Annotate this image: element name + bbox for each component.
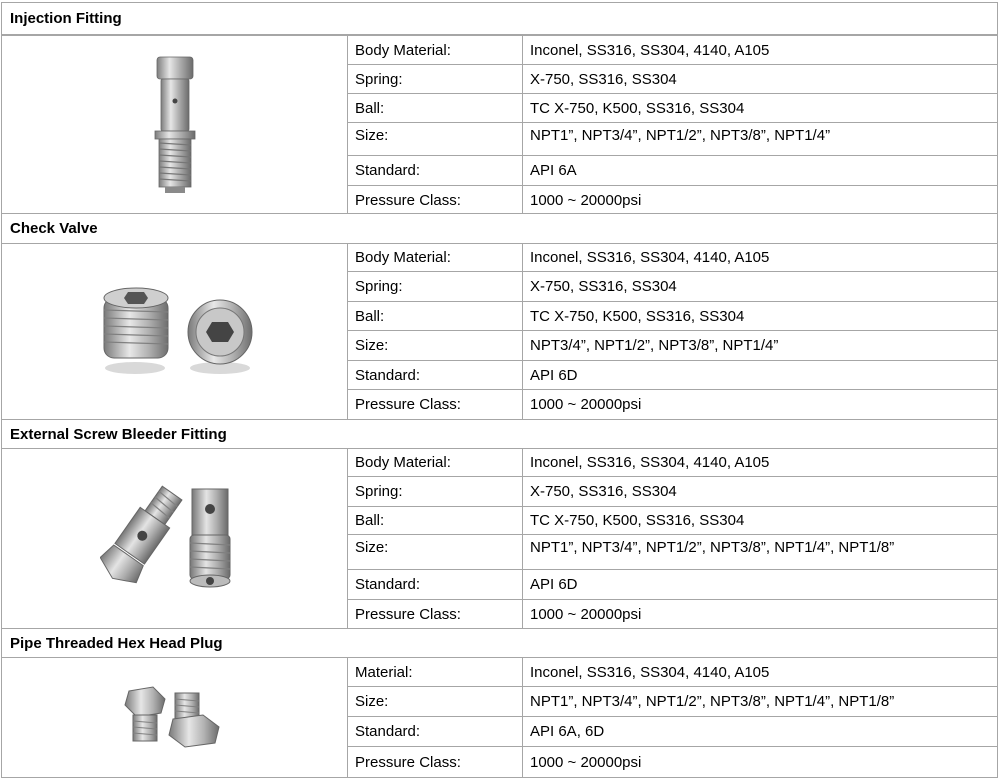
spec-label: Standard:: [348, 360, 523, 390]
spec-value: API 6A: [523, 155, 998, 186]
spec-label: Size:: [348, 534, 523, 570]
spec-label: Body Material:: [348, 35, 523, 65]
spec-value: Inconel, SS316, SS304, 4140, A105: [523, 657, 998, 687]
spec-label: Body Material:: [348, 448, 523, 477]
spec-label: Spring:: [348, 476, 523, 507]
check-valve-icon: [90, 282, 260, 382]
spec-row: [348, 155, 998, 186]
product-title-check-valve: Check Valve: [1, 213, 998, 244]
spec-row: [348, 64, 998, 94]
spec-label: Pressure Class:: [348, 389, 523, 420]
spec-row: [348, 301, 998, 331]
spec-row: [348, 122, 998, 156]
spec-value: NPT1”, NPT3/4”, NPT1/2”, NPT3/8”, NPT1/4”, NPT1/8”: [523, 686, 998, 717]
spec-value: X-750, SS316, SS304: [523, 476, 998, 507]
spec-label: Ball:: [348, 506, 523, 535]
spec-value: API 6D: [523, 569, 998, 600]
injection-fitting-icon: [145, 55, 205, 195]
spec-label: Ball:: [348, 301, 523, 331]
spec-value: 1000 ~ 20000psi: [523, 389, 998, 420]
spec-value: X-750, SS316, SS304: [523, 64, 998, 94]
spec-row: [348, 599, 998, 630]
spec-label: Size:: [348, 686, 523, 717]
product-title-hex-head-plug: Pipe Threaded Hex Head Plug: [1, 628, 998, 658]
spec-label: Body Material:: [348, 243, 523, 272]
spec-value: Inconel, SS316, SS304, 4140, A105: [523, 243, 998, 272]
spec-row: [348, 476, 998, 507]
spec-row: [348, 716, 998, 747]
product-image-hex-head-plug: [1, 657, 348, 778]
product-image-injection-fitting: [1, 35, 348, 215]
spec-value: TC X-750, K500, SS316, SS304: [523, 93, 998, 123]
spec-row: [348, 534, 998, 570]
spec-value: Inconel, SS316, SS304, 4140, A105: [523, 35, 998, 65]
hex-head-plug-icon: [115, 683, 235, 753]
spec-row: [348, 657, 998, 687]
spec-value: API 6A, 6D: [523, 716, 998, 747]
product-title-injection-fitting: Injection Fitting: [1, 2, 998, 35]
spec-value: NPT3/4”, NPT1/2”, NPT3/8”, NPT1/4”: [523, 330, 998, 361]
spec-row: [348, 243, 998, 272]
spec-value: 1000 ~ 20000psi: [523, 746, 998, 778]
spec-value: TC X-750, K500, SS316, SS304: [523, 301, 998, 331]
spec-label: Spring:: [348, 271, 523, 302]
product-image-bleeder-fitting: [1, 448, 348, 630]
spec-row: [348, 448, 998, 477]
spec-label: Standard:: [348, 569, 523, 600]
spec-value: TC X-750, K500, SS316, SS304: [523, 506, 998, 535]
spec-row: [348, 569, 998, 600]
spec-row: [348, 506, 998, 535]
spec-label: Ball:: [348, 93, 523, 123]
spec-label: Pressure Class:: [348, 599, 523, 630]
spec-value: X-750, SS316, SS304: [523, 271, 998, 302]
spec-label: Material:: [348, 657, 523, 687]
spec-row: [348, 271, 998, 302]
spec-label: Pressure Class:: [348, 185, 523, 215]
product-image-check-valve: [1, 243, 348, 420]
bleeder-fitting-icon: [100, 479, 250, 599]
spec-label: Standard:: [348, 155, 523, 186]
spec-value: 1000 ~ 20000psi: [523, 185, 998, 215]
spec-label: Pressure Class:: [348, 746, 523, 778]
spec-row: [348, 93, 998, 123]
spec-row: [348, 35, 998, 65]
spec-row: [348, 185, 998, 215]
spec-value: 1000 ~ 20000psi: [523, 599, 998, 630]
spec-value: NPT1”, NPT3/4”, NPT1/2”, NPT3/8”, NPT1/4”: [523, 122, 998, 156]
spec-row: [348, 686, 998, 717]
spec-value: NPT1”, NPT3/4”, NPT1/2”, NPT3/8”, NPT1/4”, NPT1/8”: [523, 534, 998, 570]
spec-label: Size:: [348, 330, 523, 361]
spec-label: Standard:: [348, 716, 523, 747]
spec-label: Spring:: [348, 64, 523, 94]
spec-row: [348, 360, 998, 390]
spec-value: API 6D: [523, 360, 998, 390]
spec-row: [348, 389, 998, 420]
spec-row: [348, 746, 998, 778]
spec-label: Size:: [348, 122, 523, 156]
spec-row: [348, 330, 998, 361]
spec-value: Inconel, SS316, SS304, 4140, A105: [523, 448, 998, 477]
product-title-bleeder-fitting: External Screw Bleeder Fitting: [1, 419, 998, 449]
